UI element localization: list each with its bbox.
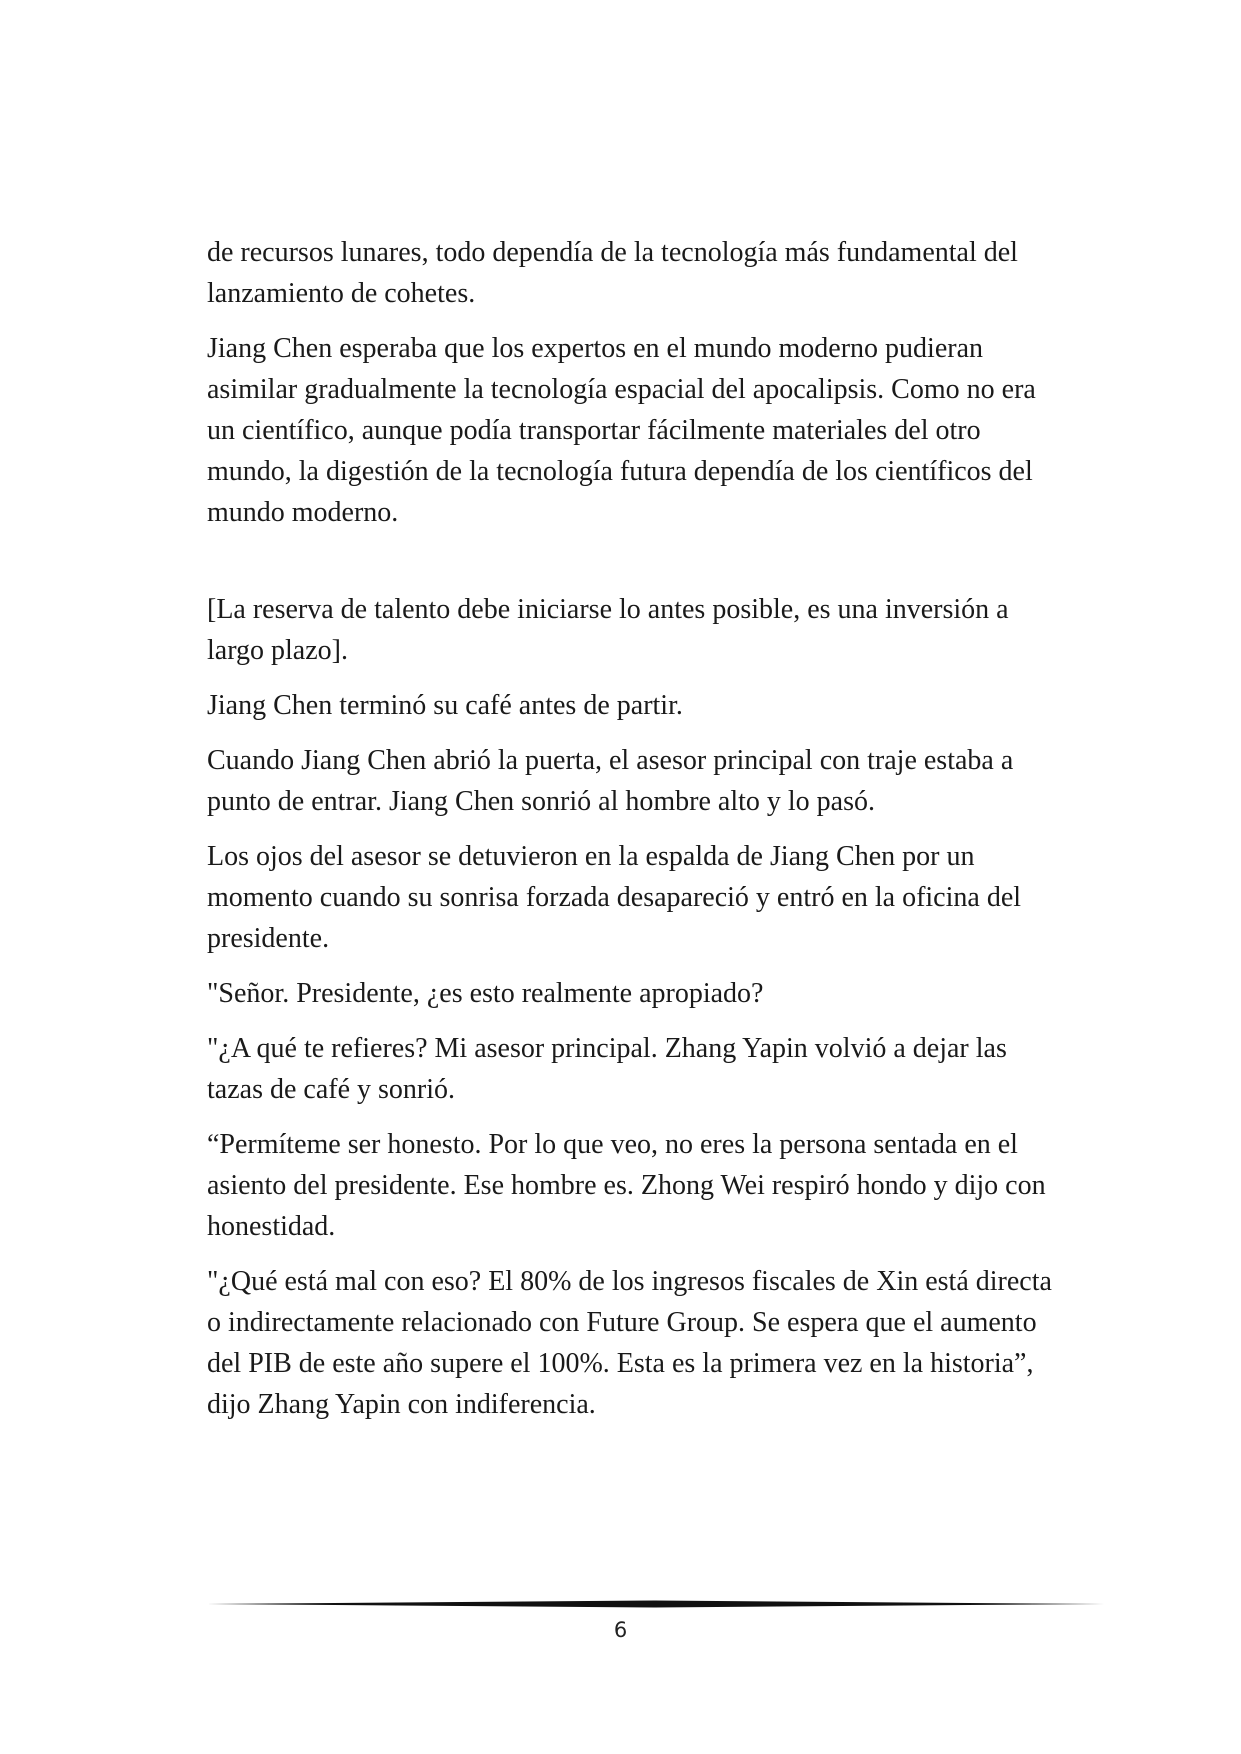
paragraph: "¿Qué está mal con eso? El 80% de los ingresos fiscales de Xin está directa o indirectamente relacionado con Future Group. Se espera que el aumento del PIB de este año supere el 100%. Esta es la primera vez en la historia”, dijo Zhang Yapin con indiferencia. xyxy=(207,1266,1052,1420)
paragraph: de recursos lunares, todo dependía de la tecnología más fundamental del lanzamiento de cohetes. xyxy=(207,237,1018,309)
paragraph: Cuando Jiang Chen abrió la puerta, el asesor principal con traje estaba a punto de entrar. Jiang Chen sonrió al hombre alto y lo pasó. xyxy=(207,745,1014,817)
paragraph: "¿A qué te refieres? Mi asesor principal. Zhang Yapin volvió a dejar las tazas de café y sonrió. xyxy=(207,1033,1007,1105)
paragraph: [La reserva de talento debe iniciarse lo antes posible, es una inversión a largo plazo]. xyxy=(207,594,1009,666)
body-text xyxy=(207,232,1067,1439)
paragraph: “Permíteme ser honesto. Por lo que veo, no eres la persona sentada en el asiento del presidente. Ese hombre es. Zhong Wei respiró hondo y dijo con honestidad. xyxy=(207,1129,1046,1242)
footer-divider xyxy=(207,1599,1104,1609)
page-number: 6 xyxy=(613,1618,628,1642)
paragraph: Jiang Chen esperaba que los expertos en el mundo moderno pudieran asimilar gradualmente la tecnología espacial del apocalipsis. Como no era un científico, aunque podía transportar fácilmente materiales del otro mundo, la digestión de la tecnología futura dependía de los científicos del mundo moderno. xyxy=(207,333,1036,528)
paragraph: Los ojos del asesor se detuvieron en la espalda de Jiang Chen por un momento cuando su sonrisa forzada desapareció y entró en la oficina del presidente. xyxy=(207,841,1022,954)
paragraph: "Señor. Presidente, ¿es esto realmente apropiado? xyxy=(207,978,764,1009)
paragraph: Jiang Chen terminó su café antes de partir. xyxy=(207,690,683,721)
